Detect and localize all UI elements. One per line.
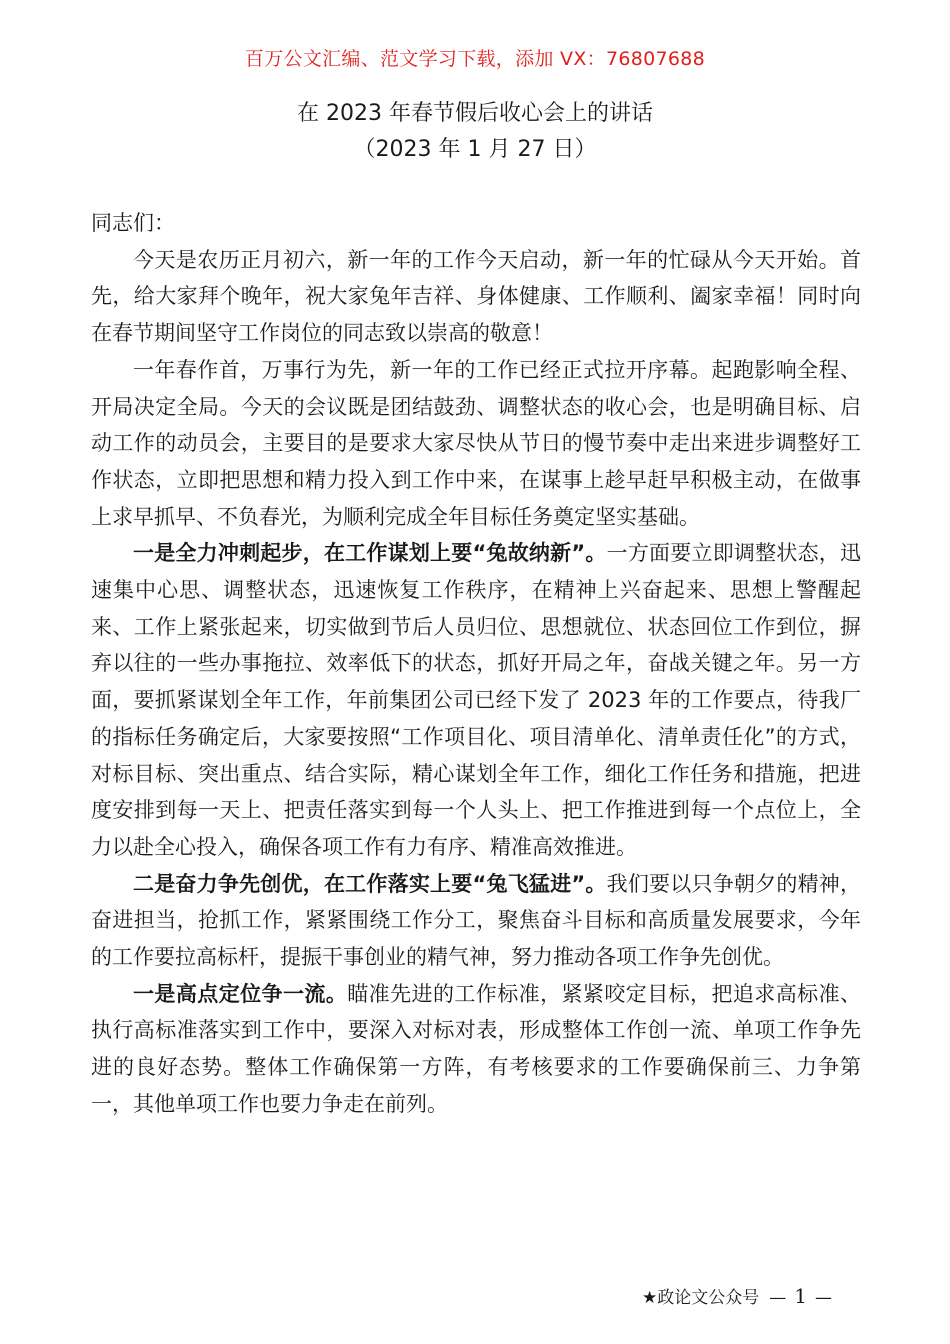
footer-source: ★政论文公众号	[642, 1288, 760, 1308]
document-title: 在 2023 年春节假后收心会上的讲话	[297, 101, 653, 126]
footer-dash-right: —	[815, 1288, 832, 1308]
page-number: 1	[794, 1284, 807, 1308]
paragraph-lead-heading: 一是全力冲刺起步，在工作谋划上要“兔故纳新”。	[133, 541, 607, 566]
paragraph-3	[91, 535, 861, 865]
paragraph-lead-heading: 一是高点定位争一流。	[133, 981, 348, 1006]
watermark-header-note: 百万公文汇编、范文学习下载，添加 VX：76807688	[244, 48, 706, 70]
paragraph-text: 我们要以只争朝夕的精神，奋进担当，抢抓工作，紧紧围绕工作分工，聚焦奋斗目标和高质量发展要求，今年的工作要拉高标杆，提振干事创业的精气神，努力推动各项工作争先创优。	[91, 871, 861, 970]
paragraph-lead-heading: 二是奋力争先创优，在工作落实上要“兔飞猛进”。	[133, 871, 607, 896]
document-body	[91, 205, 861, 1123]
page-footer	[642, 1283, 832, 1311]
paragraph-text: 瞄准先进的工作标准，紧紧咬定目标，把追求高标准、执行高标准落实到工作中，要深入对标对表，形成整体工作创一流、单项工作争先进的良好态势。整体工作确保第一方阵，有考核要求的工作要确保前三、力争第一，其他单项工作也要力争走在前列。	[91, 981, 862, 1116]
footer-dash-left: —	[769, 1288, 787, 1308]
document-date: （2023 年 1 月 27 日）	[353, 137, 597, 162]
paragraph-text: 一方面要立即调整状态，迅速集中心思、调整状态，迅速恢复工作秩序，在精神上兴奋起来、思想上警醒起来、工作上紧张起来，切实做到节后人员归位、思想就位、状态回位工作到位，摒弃以往的一些办事拖拉、效率低下的状态，抓好开局之年，奋战关键之年。另一方面，要抓紧谋划全年工作，年前集团公司已经下发了 2023 年的工作要点，待我厂的指标任务确定后，大家要按照“工作项目化、项目清单化、清单责任化”的方式，对标目标、突出重点、结合实际，精心谋划全年工作，细化工作任务和措施，把进度安排到每一天上、把责任落实到每一个人头上、把工作推进到每一个点位上，全力以赴全心投入，确保各项工作有力有序、精准高效推进。	[91, 541, 861, 859]
paragraph-text: 今天是农历正月初六，新一年的工作今天启动，新一年的忙碌从今天开始。首先，给大家拜个晚年，祝大家兔年吉祥、身体健康、工作顺利、阖家幸福！同时向在春节期间坚守工作岗位的同志致以崇高的敬意！	[91, 247, 861, 346]
paragraph-text: 一年春作首，万事行为先，新一年的工作已经正式拉开序幕。起跑影响全程、开局决定全局。今天的会议既是团结鼓劲、调整状态的收心会，也是明确目标、启动工作的动员会，主要目的是要求大家尽快从节日的慢节奏中走出来进步调整好工作状态，立即把思想和精力投入到工作中来，在谋事上趁早赶早积极主动，在做事上求早抓早、不负春光，为顺利完成全年目标任务奠定坚实基础。	[91, 357, 861, 529]
paragraph-5	[91, 976, 861, 1123]
paragraph-2	[91, 352, 861, 536]
salutation: 同志们：	[91, 211, 175, 235]
paragraph-1	[91, 242, 861, 352]
paragraph-4	[91, 866, 861, 976]
